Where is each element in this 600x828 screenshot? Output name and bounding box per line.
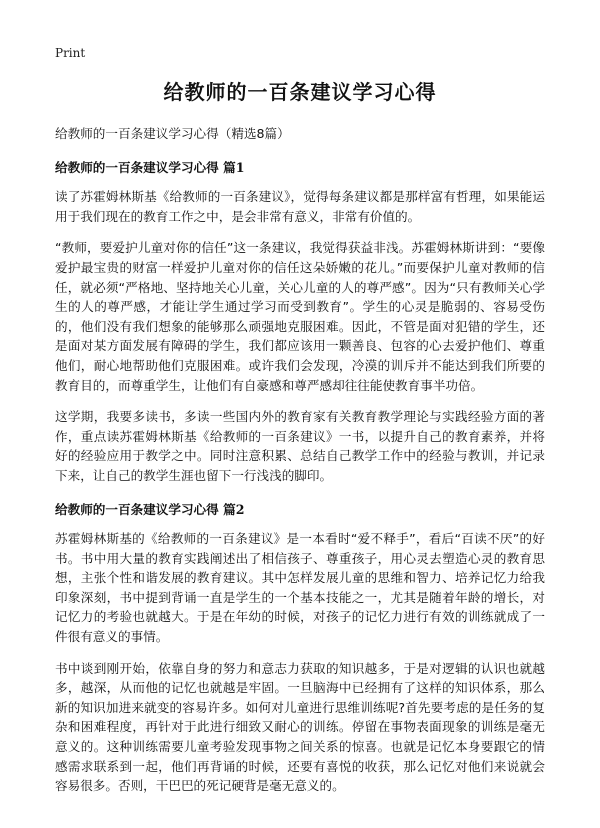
paragraph: “教师，要爱护儿童对你的信任”这一条建议，我觉得获益非浅。苏霍姆林斯讲到：“要像爱护最宝贵的财富一样爱护儿童对你的信任这朵娇嫩的花儿。”而要保护儿童对教师的信任，就必须“严格地、坚持地关心儿童，关心儿童的人的尊严感”。因为“只有教师关心学生的人的尊严感，才能让学生通过学习而受到教育”。学生的心灵是脆弱的、容易受伤的，他们没有我们想象的能够那么顽强地克服困难。因此，不管是面对犯错的学生，还是面对某方面发展有障碍的学生，我们都应该用一颗善良、包容的心去爱护他们、尊重他们，耐心地帮助他们克服困难。或许我们会发现，冷漠的训斥并不能达到我们所要的教育目的，而尊重学生，让他们有自豪感和尊严感却往往能使教育事半功倍。 [55, 240, 545, 393]
paragraph: 这学期，我要多读书，多读一些国内外的教育家有关教育教学理论与实践经验方面的著作，重点读苏霍姆林斯基《给教师的一百条建议》一书，以提升自己的教育素养，并将好的经验应用于教学之中。同时注意积累、总结自己教学工作中的经验与教训，并记录下来，让自己的教学生涯也留下一行浅浅的脚印。 [55, 409, 545, 483]
section-heading-2: 给教师的一百条建议学习心得 篇2 [55, 501, 245, 517]
document-subtitle: 给教师的一百条建议学习心得（精选8篇） [55, 126, 290, 141]
section-heading-1: 给教师的一百条建议学习心得 篇1 [55, 159, 245, 175]
print-link[interactable]: Print [55, 46, 86, 60]
paragraph: 读了苏霍姆林斯基《给教师的一百条建议》，觉得每条建议都是那样富有哲理，如果能运用于我们现在的教育工作之中，是会非常有意义，非常有价值的。 [55, 189, 545, 224]
paragraph: 书中谈到刚开始，依靠自身的努力和意志力获取的知识越多，于是对逻辑的认识也就越多，越深，从而他的记忆也就越是牢固。一旦脑海中已经拥有了这样的知识体系，那么新的知识加进来就变的容易许多。如何对儿童进行思维训练呢?首先要考虑的是任务的复杂和困难程度，再针对于此进行细致又耐心的训练。停留在事物表面现象的训练是毫无意义的。这种训练需要儿童考验发现事物之间关系的惊喜。也就是记忆本身要跟它的情感需求联系到一起，他们再背诵的时候，还要有喜悦的收获，那么记忆对他们来说就会容易很多。否则，干巴巴的死记硬背是毫无意义的。 [55, 660, 545, 794]
page-title: 给教师的一百条建议学习心得 [163, 80, 437, 104]
paragraph: 苏霍姆林斯基的《给教师的一百条建议》是一本看时“爱不释手”，看后“百读不厌”的好书。书中用大量的教育实践阐述出了相信孩子、尊重孩子，用心灵去塑造心灵的教育思想，主张个性和谐发展的教育建议。其中怎样发展儿童的思维和智力、培养记忆力给我印象深刻，书中提到背诵一直是学生的一个基本技能之一，尤其是随着年龄的增长，对记忆力的考验也就越大。于是在年幼的时候，对孩子的记忆力进行有效的训练就成了一件很有意义的事情。 [55, 531, 545, 645]
document-body [55, 124, 545, 808]
